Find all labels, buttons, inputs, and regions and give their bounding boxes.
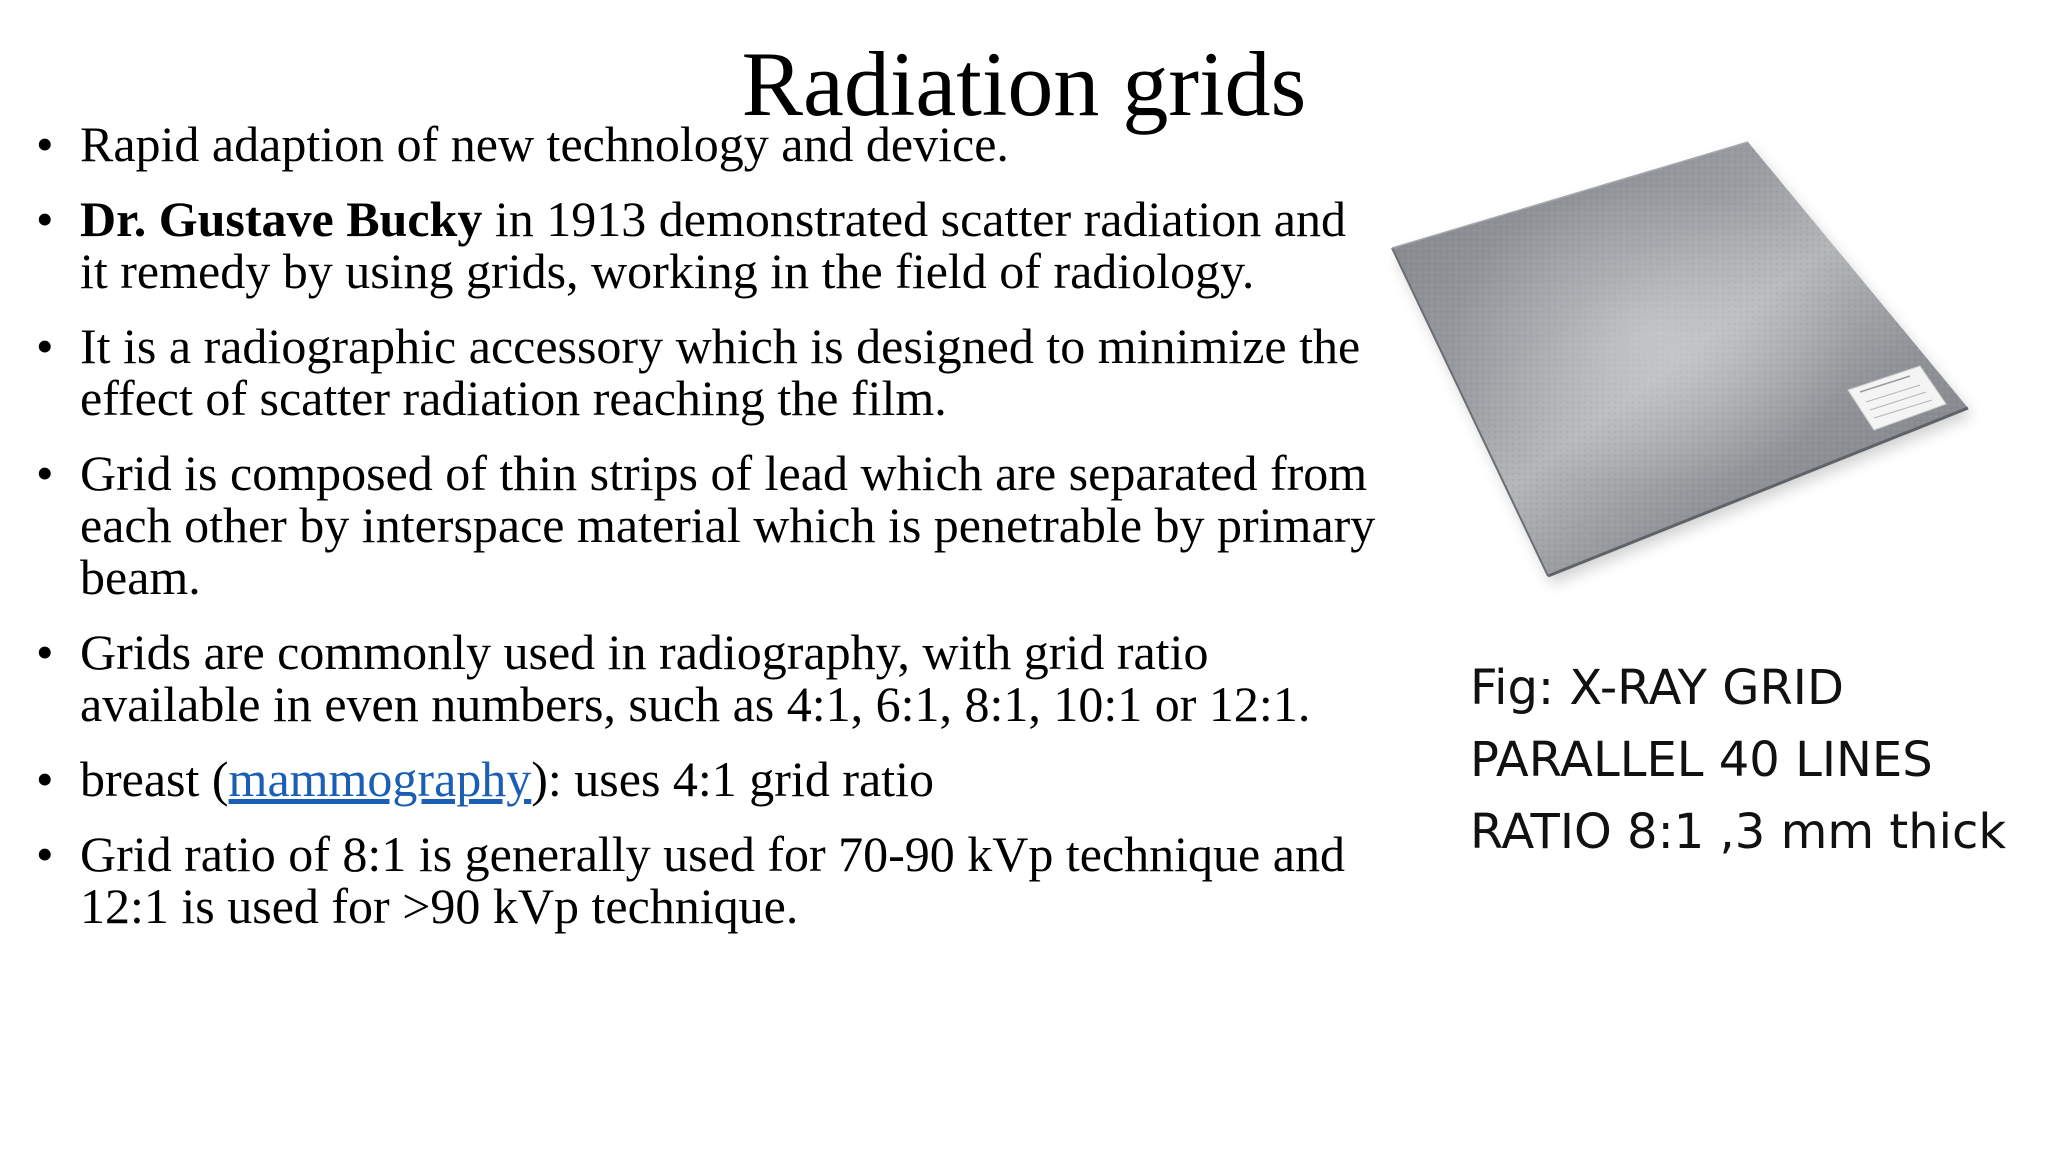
bullet-dot: • [36, 191, 54, 247]
bullet-dot: • [36, 116, 54, 172]
bullet-item [36, 193, 1376, 297]
bullet-text: It is a radiographic accessory which is designed to minimize the effect of scatter radiation reaching the film. [80, 318, 1361, 426]
bullet-dot: • [36, 445, 54, 501]
caption-line: RATIO 8:1 ,3 mm thick [1470, 804, 2007, 860]
bullet-item [36, 320, 1376, 424]
bullet-item [36, 753, 1376, 805]
bullet-text: Grid is composed of thin strips of lead which are separated from each other by interspace material which is penetrable by primary beam. [80, 445, 1376, 605]
bullet-dot: • [36, 826, 54, 882]
bullet-text: Grid ratio of 8:1 is generally used for 70-90 kVp technique and 12:1 is used for >90 kVp technique. [80, 826, 1345, 934]
bullet-item [36, 447, 1376, 603]
grid-plate [1392, 142, 1968, 576]
bullet-item [36, 828, 1376, 932]
bullet-dot: • [36, 318, 54, 374]
bullet-text: Rapid adaption of new technology and device. [80, 116, 1009, 172]
bullet-bold-name: Dr. Gustave Bucky [80, 191, 483, 247]
bullet-item [36, 118, 1376, 170]
bullet-text-post: ): uses 4:1 grid ratio [531, 751, 934, 807]
bullet-text: Grids are commonly used in radiography, with grid ratio available in even numbers, such as 4:1, 6:1, 8:1, 10:1 or 12:1. [80, 624, 1311, 732]
xray-grid-plate-image [1380, 130, 1980, 600]
bullet-dot: • [36, 624, 54, 680]
caption-line: Fig: X-RAY GRID [1470, 660, 1844, 716]
bullet-list [36, 118, 1376, 955]
xray-grid-figure [1380, 130, 1980, 600]
bullet-text-pre: breast ( [80, 751, 229, 807]
slide-title-text: Radiation grids [741, 33, 1307, 135]
bullet-item [36, 626, 1376, 730]
caption-line: PARALLEL 40 LINES [1470, 732, 1933, 788]
mammography-link[interactable]: mammography [228, 751, 532, 807]
bullet-text: in 1913 demonstrated scatter radiation and it remedy by using grids, working in the field of radiology. [80, 191, 1346, 299]
figure-caption [1470, 652, 2006, 868]
bullet-dot: • [36, 751, 54, 807]
